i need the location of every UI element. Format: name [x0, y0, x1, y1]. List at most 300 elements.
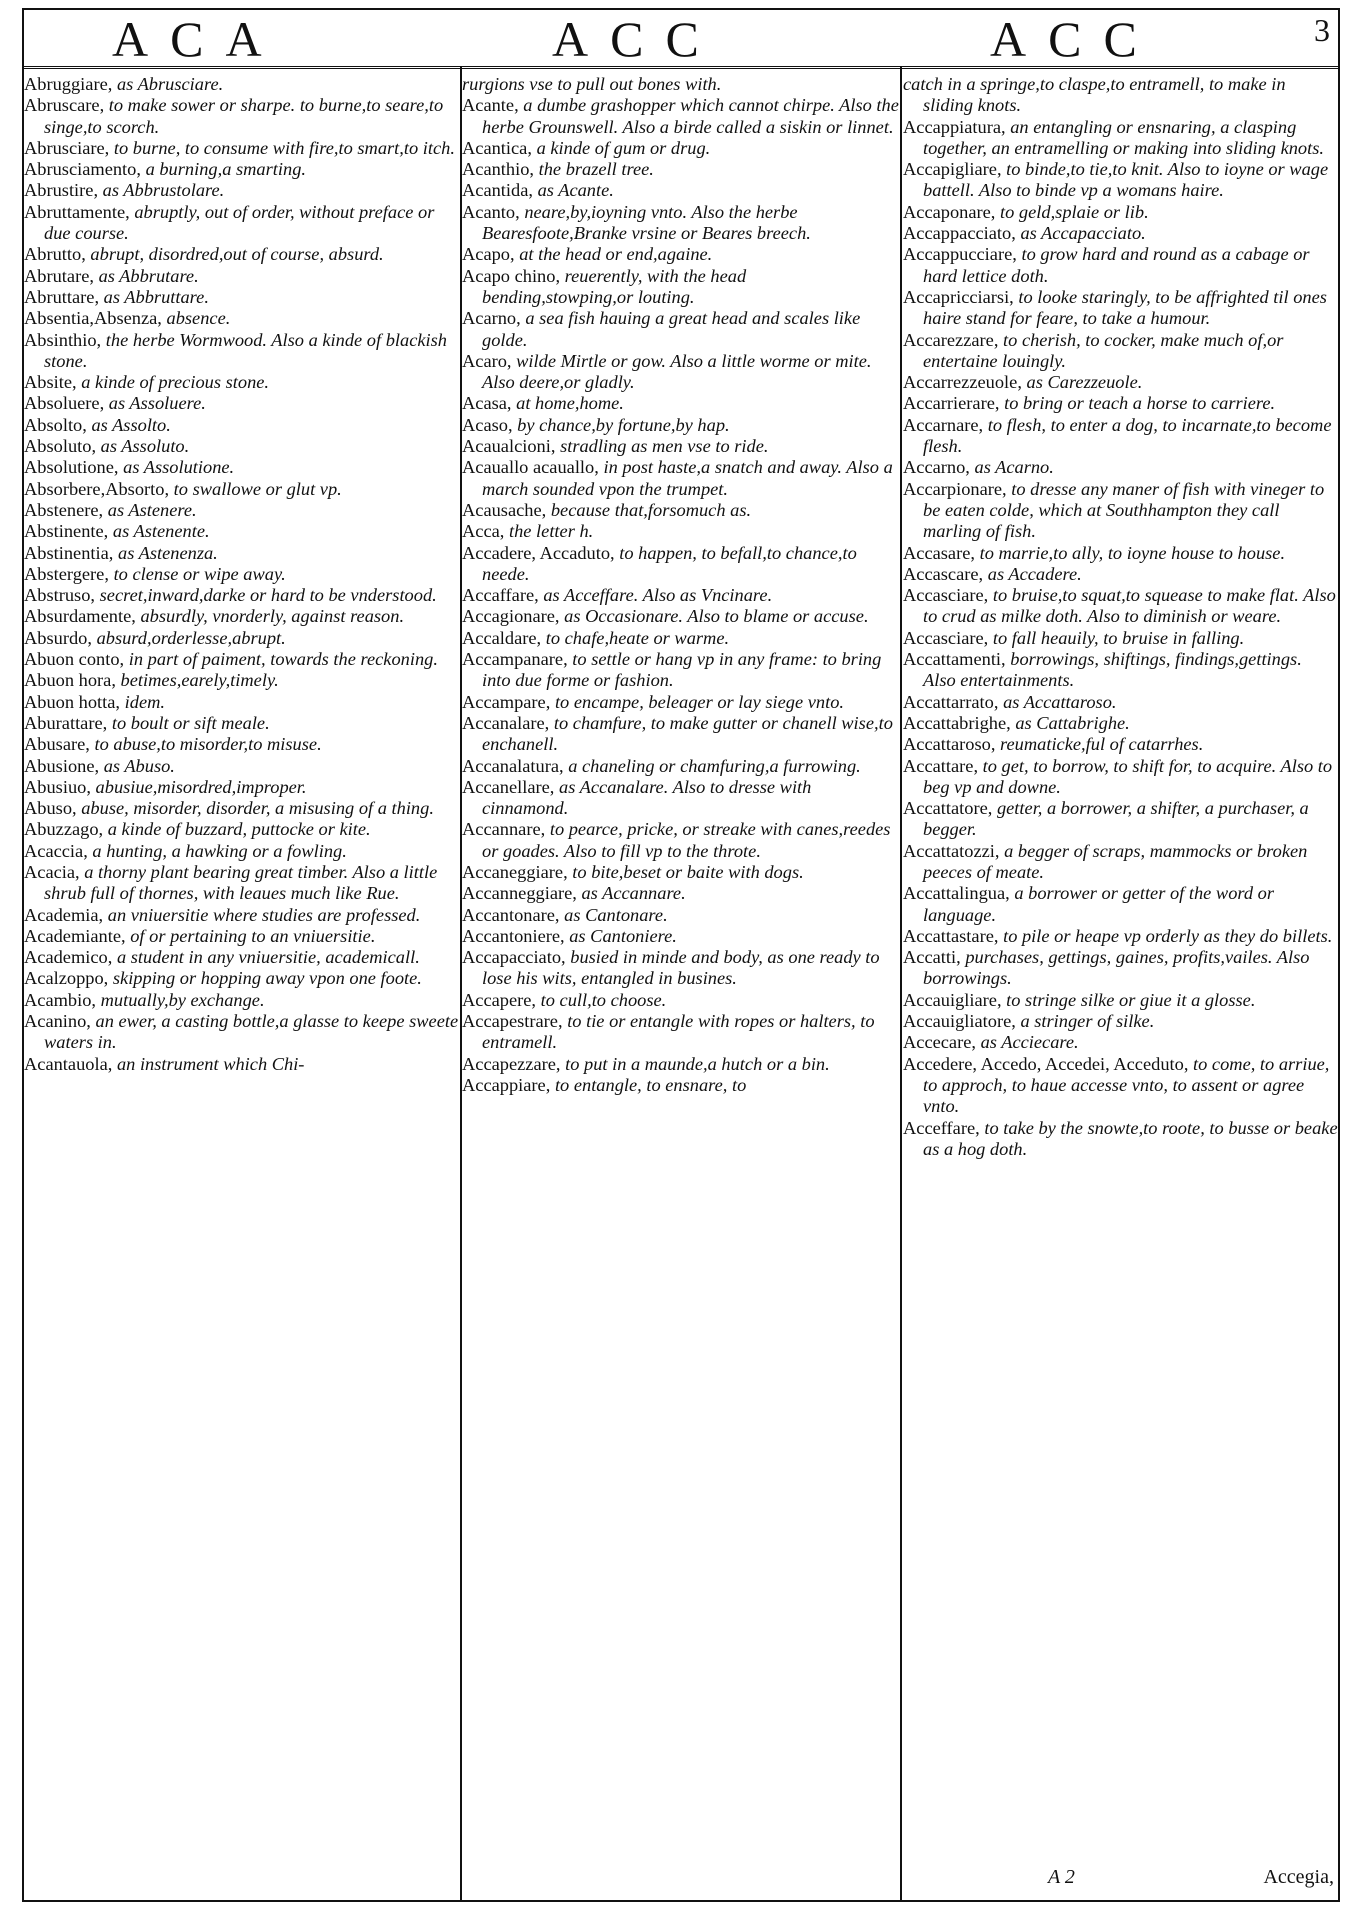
header-center: ACC [552, 11, 721, 67]
dictionary-entry [24, 628, 459, 649]
entry-headword: Absoluto, [24, 436, 97, 457]
dictionary-entry [903, 1011, 1338, 1032]
entry-definition: a dumbe grashopper which cannot chirpe. Also the herbe Grounswell. Also a birde called a siskin or linnet. [482, 95, 899, 137]
entry-headword: Accappiare, [462, 1074, 551, 1095]
dictionary-entry [24, 74, 459, 95]
entry-headword: Accapricciarsi, [903, 286, 1014, 307]
column-rule [900, 66, 902, 1902]
entry-headword: Accampare, [462, 691, 551, 712]
dictionary-entry [24, 968, 459, 989]
dictionary-entry [24, 500, 459, 521]
entry-definition: by chance,by fortune,by hap. [517, 414, 730, 435]
entry-headword: Acapo, [462, 244, 515, 265]
dictionary-entry [903, 756, 1338, 799]
dictionary-entry [462, 777, 899, 820]
dictionary-entry [462, 500, 899, 521]
signature-mark: A 2 [1048, 1866, 1075, 1888]
dictionary-entry [903, 330, 1338, 373]
dictionary-entry [462, 543, 899, 586]
entry-definition: as Assoluto. [100, 436, 190, 457]
dictionary-entry [903, 585, 1338, 628]
entry-headword: Accanneggiare, [462, 883, 577, 904]
entry-headword: Accampanare, [462, 649, 568, 670]
entry-headword: Accaffare, [462, 585, 539, 606]
entry-definition: secret,inward,darke or hard to be vnderstood. [99, 585, 437, 606]
dictionary-entry [903, 692, 1338, 713]
entry-headword: Acca, [462, 521, 505, 542]
entry-definition: to grow hard and round as a cabage or hard lettice doth. [923, 244, 1310, 286]
entry-definition: to looke staringly, to be affrighted til ones haire stand for feare, to take a humour. [923, 286, 1327, 329]
entry-headword: Abrutare, [24, 265, 94, 286]
entry-definition: abuse, misorder, disorder, a misusing of a thing. [81, 798, 434, 819]
entry-definition: getter, a borrower, a shifter, a purchaser, a begger. [923, 798, 1309, 840]
entry-definition: as Accannare. [581, 883, 686, 904]
dictionary-entry [24, 947, 459, 968]
entry-definition: to swallowe or glut vp. [173, 478, 342, 499]
dictionary-entry [462, 819, 899, 862]
entry-definition: abruptly, out of order, without preface or due course. [44, 201, 435, 244]
entry-definition: as Abbruttare. [103, 286, 209, 307]
entry-headword: Abuon conto, [24, 649, 125, 670]
entry-definition: an ewer, a casting bottle,a glasse to keepe sweete waters in. [44, 1011, 459, 1053]
header-left: ACA [112, 11, 284, 67]
dictionary-entry [903, 926, 1338, 947]
entry-headword: Abusiuo, [24, 776, 91, 797]
entry-definition: busied in minde and body, as one ready to lose his wits, entangled in busines. [482, 947, 880, 989]
entry-headword: Accatti, [903, 947, 961, 968]
entry-definition: to dresse any maner of fish with vineger to be eaten colde, which at Southhampton they call marling of fish. [923, 478, 1325, 542]
dictionary-entry [462, 138, 899, 159]
entry-definition: as Acceffare. Also as Vncinare. [543, 585, 773, 606]
entry-definition: as Carezzeuole. [1026, 372, 1143, 393]
entry-headword: Abrusciamento, [24, 159, 141, 180]
entry-headword: Aburattare, [24, 712, 108, 733]
dictionary-entry [24, 479, 459, 500]
dictionary-entry [462, 202, 899, 245]
dictionary-entry [903, 947, 1338, 990]
entry-definition: the brazell tree. [538, 159, 654, 180]
entry-definition: to burne, to consume with fire,to smart,to itch. [113, 137, 455, 158]
entry-headword: Abstruso, [24, 585, 96, 606]
entry-definition: to boult or sift meale. [111, 712, 270, 733]
entry-definition: to bring or teach a horse to carriere. [1004, 393, 1276, 414]
entry-headword: Accapacciato, [462, 947, 566, 968]
dictionary-entry [24, 415, 459, 436]
dictionary-entry [462, 74, 899, 95]
entry-definition: a borrower or getter of the word or language. [923, 883, 1275, 925]
entry-headword: Abusare, [24, 734, 90, 755]
dictionary-entry [903, 883, 1338, 926]
dictionary-entry [24, 1011, 459, 1054]
entry-headword: Accannare, [462, 819, 546, 840]
entry-definition: an instrument which Chi- [116, 1053, 305, 1074]
entry-headword: Abruggiare, [24, 74, 113, 94]
dictionary-entry [24, 244, 459, 265]
entry-definition: to binde,to tie,to knit. Also to ioyne or wage battell. Also to binde vp a womans haire. [923, 159, 1329, 201]
entry-headword: Abuzzago, [24, 819, 104, 840]
entry-definition: abrupt, disordred,out of course, absurd. [90, 244, 384, 265]
page-number: 3 [1314, 12, 1330, 48]
dictionary-entry [903, 393, 1338, 414]
entry-headword: Accadere, Accaduto, [462, 542, 615, 563]
entry-headword: Accantoniere, [462, 925, 565, 946]
dictionary-entry [903, 244, 1338, 287]
column-1 [24, 74, 459, 1075]
dictionary-entry [462, 457, 899, 500]
entry-headword: Accappucciare, [903, 244, 1017, 265]
entry-definition: to take by the snowte,to roote, to busse or beake as a hog doth. [923, 1117, 1338, 1159]
dictionary-entry [24, 798, 459, 819]
entry-headword: Acarno, [462, 308, 521, 329]
dictionary-entry [903, 202, 1338, 223]
dictionary-entry [903, 457, 1338, 478]
entry-headword: Accapestrare, [462, 1011, 563, 1032]
dictionary-entry [462, 266, 899, 309]
dictionary-entry [903, 117, 1338, 160]
entry-definition: to make sower or sharpe. to burne,to seare,to singe,to scorch. [44, 95, 444, 137]
dictionary-entry [462, 713, 899, 756]
dictionary-entry [903, 159, 1338, 202]
entry-headword: Accattarrato, [903, 691, 999, 712]
entry-headword: Absinthio, [24, 329, 102, 350]
entry-definition: a burning,a smarting. [145, 159, 306, 180]
entry-headword: Absolto, [24, 414, 87, 435]
entry-definition: as Accapacciato. [1020, 223, 1146, 244]
dictionary-entry [24, 266, 459, 287]
entry-definition: as Assolutione. [123, 457, 235, 478]
entry-headword: Accaldare, [462, 627, 542, 648]
entry-definition: wilde Mirtle or gow. Also a little worme or mite. Also deere,or gladly. [482, 350, 872, 393]
dictionary-entry [24, 180, 459, 201]
entry-headword: Acacia, [24, 861, 80, 882]
entry-headword: Accapere, [462, 989, 537, 1010]
dictionary-entry [24, 990, 459, 1011]
entry-headword: Acapo chino, [462, 265, 561, 286]
entry-headword: Accagionare, [462, 606, 560, 627]
dictionary-entry [24, 330, 459, 373]
entry-definition: neare,by,ioyning vnto. Also the herbe Bearesfoote,Branke vrsine or Beares breech. [482, 201, 811, 244]
dictionary-entry [462, 756, 899, 777]
column-3 [903, 74, 1338, 1160]
entry-definition: to clense or wipe away. [113, 563, 286, 584]
entry-definition: a hunting, a hawking or a fowling. [92, 840, 347, 861]
dictionary-entry [462, 351, 899, 394]
entry-headword: Accanellare, [462, 776, 555, 797]
entry-headword: Accattamenti, [903, 649, 1006, 670]
entry-headword: Acauallo acauallo, [462, 457, 599, 478]
dictionary-entry [24, 585, 459, 606]
entry-definition: to chafe,heate or warme. [545, 627, 730, 648]
entry-headword: Acante, [462, 95, 519, 116]
entry-definition: absence. [166, 308, 231, 329]
entry-headword: Acanthio, [462, 159, 535, 180]
entry-definition: to abuse,to misorder,to misuse. [94, 734, 322, 755]
entry-headword: Accarnare, [903, 414, 984, 435]
dictionary-entry [462, 628, 899, 649]
dictionary-entry [24, 372, 459, 393]
entry-definition: as Assoluere. [108, 393, 206, 414]
entry-definition: at the head or end,againe. [519, 244, 713, 265]
entry-headword: Accattatore, [903, 798, 993, 819]
dictionary-entry [462, 585, 899, 606]
entry-headword: Acausache, [462, 499, 547, 520]
dictionary-entry [24, 819, 459, 840]
dictionary-entry [24, 436, 459, 457]
entry-headword: Abruttamente, [24, 201, 130, 222]
entry-definition: to get, to borrow, to shift for, to acquire. Also to beg vp and downe. [923, 755, 1333, 797]
entry-headword: Acaso, [462, 414, 513, 435]
dictionary-entry [462, 1011, 899, 1054]
entry-definition: mutually,by exchange. [100, 989, 265, 1010]
entry-headword: Accanalare, [462, 712, 550, 733]
dictionary-entry [24, 734, 459, 755]
dictionary-entry [462, 393, 899, 414]
entry-headword: Acceffare, [903, 1117, 980, 1138]
entry-definition: as Cattabrighe. [1015, 712, 1130, 733]
entry-definition: to entangle, to ensnare, to [554, 1074, 747, 1095]
dictionary-entry [462, 649, 899, 692]
dictionary-entry [24, 1054, 459, 1075]
entry-definition: an vniuersitie where studies are professed. [107, 904, 421, 925]
entry-definition: because that,forsomuch as. [550, 499, 752, 520]
entry-headword: Accanalatura, [462, 755, 564, 776]
entry-definition: as Acciecare. [980, 1032, 1079, 1053]
entry-definition: as Astenente. [112, 521, 210, 542]
entry-headword: Accaneggiare, [462, 861, 568, 882]
entry-headword: Acantida, [462, 180, 533, 201]
dictionary-entry [24, 841, 459, 862]
dictionary-entry [903, 990, 1338, 1011]
dictionary-entry [462, 521, 899, 542]
dictionary-entry [462, 180, 899, 201]
entry-definition: to pile or heape vp orderly as they do billets. [1003, 925, 1333, 946]
dictionary-entry [462, 308, 899, 351]
entry-headword: Academiante, [24, 925, 126, 946]
entry-definition: reumaticke,ful of catarrhes. [1000, 734, 1204, 755]
entry-definition: as Cantonare. [564, 904, 668, 925]
dictionary-entry [462, 947, 899, 990]
entry-headword: Absentia,Absenza, [24, 308, 162, 329]
dictionary-entry [903, 734, 1338, 755]
entry-headword: Accattastare, [903, 925, 999, 946]
entry-headword: Accarpionare, [903, 478, 1007, 499]
dictionary-entry [903, 479, 1338, 543]
entry-definition: the herbe Wormwood. Also a kinde of blackish stone. [44, 329, 447, 371]
entry-headword: Abrutto, [24, 244, 86, 265]
entry-headword: Accappacciato, [903, 223, 1016, 244]
entry-definition: in part of paiment, towards the reckoning. [128, 649, 438, 670]
entry-headword: Acanino, [24, 1011, 91, 1032]
dictionary-entry [903, 713, 1338, 734]
dictionary-entry [462, 883, 899, 904]
entry-definition: as Astenenza. [118, 542, 218, 563]
dictionary-entry [903, 415, 1338, 458]
dictionary-entry [462, 926, 899, 947]
entry-definition: to pearce, pricke, or streake with canes,reedes or goades. Also to fill vp to the throte. [482, 819, 891, 861]
entry-definition: to cherish, to cocker, make much of,or entertaine louingly. [923, 329, 1284, 371]
entry-headword: Accarrezzeuole, [903, 372, 1022, 393]
entry-definition: absurdly, vnorderly, against reason. [140, 606, 405, 627]
entry-headword: Abuon hotta, [24, 691, 121, 712]
dictionary-entry [24, 649, 459, 670]
entry-definition: the letter h. [508, 521, 594, 542]
entry-definition: reuerently, with the head bending,stowping,or louting. [482, 265, 747, 307]
dictionary-entry [462, 905, 899, 926]
entry-headword: Academico, [24, 947, 113, 968]
entry-definition: a sea fish hauing a great head and scales like golde. [482, 308, 861, 350]
entry-headword: Accascare, [903, 563, 984, 584]
entry-headword: Abuso, [24, 798, 77, 819]
entry-definition: as Abrusciare. [116, 74, 224, 94]
dictionary-entry [462, 1075, 899, 1096]
entry-headword: Accasare, [903, 542, 975, 563]
entry-headword: Absurdo, [24, 627, 92, 648]
dictionary-entry [24, 393, 459, 414]
entry-definition: a chaneling or chamfuring,a furrowing. [568, 755, 861, 776]
entry-headword: Abstinentia, [24, 542, 114, 563]
entry-definition: borrowings, shiftings, findings,gettings. Also entertainments. [923, 649, 1302, 691]
entry-headword: Acantauola, [24, 1053, 113, 1074]
entry-headword: Accasciare, [903, 627, 989, 648]
dictionary-entry [903, 841, 1338, 884]
dictionary-entry [462, 1054, 899, 1075]
entry-headword: Acasa, [462, 393, 512, 414]
entry-headword: Acalzoppo, [24, 968, 109, 989]
entry-headword: Abuon hora, [24, 670, 116, 691]
dictionary-entry [903, 543, 1338, 564]
entry-definition: skipping or hopping away vpon one foote. [112, 968, 422, 989]
dictionary-entry [903, 223, 1338, 244]
dictionary-entry [462, 606, 899, 627]
entry-headword: Acambio, [24, 989, 97, 1010]
entry-headword: Accasciare, [903, 585, 989, 606]
entry-headword: Accattalingua, [903, 883, 1010, 904]
entry-definition: to bruise,to squat,to squease to make flat. Also to crud as milke doth. Also to diminish or weare. [923, 585, 1336, 627]
entry-definition: purchases, gettings, gaines, profits,vailes. Also borrowings. [923, 947, 1310, 989]
entry-definition: to chamfure, to make gutter or chanell wise,to enchanell. [482, 712, 893, 755]
dictionary-entry [462, 692, 899, 713]
dictionary-entry [903, 372, 1338, 393]
entry-definition: to happen, to befall,to chance,to neede. [482, 542, 857, 584]
entry-definition: a begger of scraps, mammocks or broken peeces of meate. [923, 840, 1308, 882]
entry-definition: an entangling or ensnaring, a clasping together, an entramelling or making into sliding knots. [923, 116, 1324, 158]
dictionary-entry [903, 1118, 1338, 1161]
dictionary-entry [24, 692, 459, 713]
entry-definition: as Occasionare. Also to blame or accuse. [564, 606, 869, 627]
running-header [22, 8, 1340, 69]
entry-definition: to come, to arriue, to approch, to haue accesse vnto, to assent or agree vnto. [923, 1053, 1330, 1117]
dictionary-entry [24, 606, 459, 627]
entry-headword: Abruscare, [24, 95, 105, 116]
entry-definition: idem. [124, 691, 165, 712]
dictionary-entry [24, 713, 459, 734]
dictionary-entry [24, 308, 459, 329]
entry-headword: Absite, [24, 372, 77, 393]
entry-definition: a kinde of gum or drug. [536, 137, 711, 158]
entry-headword: Abstenere, [24, 499, 104, 520]
entry-headword: Absolutione, [24, 457, 119, 478]
entry-headword: Absoluere, [24, 393, 105, 414]
dictionary-entry [24, 287, 459, 308]
dictionary-entry [462, 990, 899, 1011]
header-right: ACC [990, 11, 1159, 67]
dictionary-entry [462, 95, 899, 138]
dictionary-entry [24, 457, 459, 478]
entry-definition: to settle or hang vp in any frame: to bring into due forme or fashion. [482, 649, 882, 691]
entry-headword: Accarrierare, [903, 393, 1000, 414]
dictionary-entry [24, 543, 459, 564]
entry-definition: abusiue,misordred,improper. [95, 776, 307, 797]
dictionary-entry [903, 287, 1338, 330]
entry-headword: Acaro, [462, 350, 512, 371]
dictionary-entry [903, 74, 1338, 117]
dictionary-entry [462, 436, 899, 457]
entry-headword: Abrustire, [24, 180, 99, 201]
dictionary-entry [903, 1032, 1338, 1053]
entry-definition: as Abbrutare. [98, 265, 199, 286]
entry-definition: a student in any vniuersitie, academicall. [116, 947, 420, 968]
entry-headword: Accapezzare, [462, 1053, 561, 1074]
entry-definition: as Cantoniere. [569, 925, 677, 946]
entry-definition: stradling as men vse to ride. [560, 436, 769, 457]
entry-definition: to stringe silke or giue it a glosse. [1006, 989, 1256, 1010]
dictionary-entry [24, 905, 459, 926]
dictionary-entry [24, 95, 459, 138]
entry-headword: Abstergere, [24, 563, 109, 584]
entry-definition: catch in a springe,to claspe,to entramell, to make in sliding knots. [903, 74, 1286, 116]
entry-definition: a kinde of buzzard, puttocke or kite. [107, 819, 371, 840]
entry-definition: of or pertaining to an vniuersitie. [130, 925, 376, 946]
dictionary-entry [903, 628, 1338, 649]
dictionary-entry [24, 159, 459, 180]
entry-headword: Accattatozzi, [903, 840, 1000, 861]
dictionary-entry [24, 202, 459, 245]
entry-definition: absurd,orderlesse,abrupt. [96, 627, 286, 648]
entry-definition: to geld,splaie or lib. [1000, 201, 1149, 222]
entry-headword: Accantonare, [462, 904, 560, 925]
dictionary-entry [24, 756, 459, 777]
entry-headword: Accappiatura, [903, 116, 1006, 137]
catchword: Accegia, [1263, 1866, 1334, 1888]
entry-headword: Abruttare, [24, 286, 100, 307]
entry-definition: at home,home. [516, 393, 624, 414]
entry-definition: to tie or entangle with ropes or halters, to entramell. [482, 1011, 875, 1053]
entry-headword: Accattabrighe, [903, 712, 1011, 733]
entry-headword: Academia, [24, 904, 104, 925]
dictionary-entry [462, 159, 899, 180]
entry-definition: as Astenere. [107, 499, 197, 520]
entry-definition: as Accanalare. Also to dresse with cinnamond. [482, 776, 812, 819]
entry-definition: to cull,to choose. [540, 989, 667, 1010]
entry-definition: a kinde of precious stone. [81, 372, 270, 393]
dictionary-entry [903, 649, 1338, 692]
entry-definition: to encampe, beleager or lay siege vnto. [554, 691, 844, 712]
entry-definition: as Abuso. [103, 755, 175, 776]
entry-definition: to fall heauily, to bruise in falling. [992, 627, 1245, 648]
entry-headword: Acaccia, [24, 840, 88, 861]
entry-headword: Acaualcioni, [462, 436, 556, 457]
entry-definition: as Accattaroso. [1003, 691, 1117, 712]
dictionary-entry [24, 777, 459, 798]
entry-definition: to flesh, to enter a dog, to incarnate,to become flesh. [923, 414, 1332, 457]
entry-definition: to put in a maunde,a hutch or a bin. [565, 1053, 830, 1074]
entry-headword: Acantica, [462, 137, 532, 158]
entry-headword: Abusione, [24, 755, 100, 776]
entry-definition: as Acarno. [974, 457, 1054, 478]
dictionary-entry [462, 244, 899, 265]
entry-headword: Accattaroso, [903, 734, 996, 755]
entry-definition: as Accadere. [987, 563, 1082, 584]
